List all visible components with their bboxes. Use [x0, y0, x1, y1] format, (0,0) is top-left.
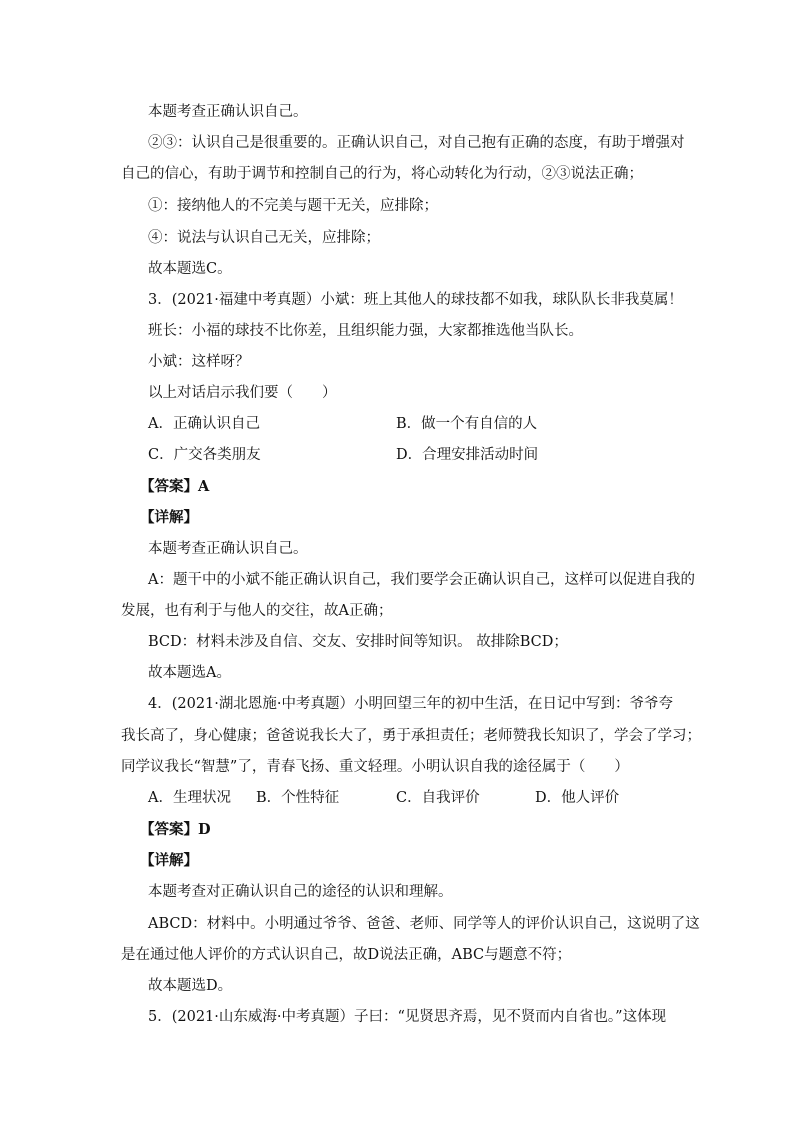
analysis-text: A：题干中的小斌不能正确认识自己，我们要学会正确认识自己，这样可以促进自我的: [148, 572, 695, 588]
analysis-text: 是在通过他人评价的方式认识自己，故D说法正确，ABC与题意不符；: [121, 947, 572, 963]
analysis-text: 本题考查正确认识自己。: [148, 541, 308, 557]
question-4-stem: 我长高了，身心健康；爸爸说我长大了，勇于承担责任；老师赞我长知识了，学会了学习；: [121, 728, 701, 744]
option-a: A．正确认识自己: [148, 416, 260, 432]
analysis-text: 发展，也有利于与他人的交往，故A正确；: [121, 603, 393, 619]
analysis-text: ②③：认识自己是很重要的。正确认识自己，对自己抱有正确的态度，有助于增强对: [148, 135, 685, 151]
option-a: A．生理状况: [148, 790, 231, 806]
question-3-stem: 3．(2021·福建中考真题）小斌：班上其他人的球技都不如我，球队队长非我莫属！: [148, 292, 683, 308]
option-d: D．合理安排活动时间: [396, 447, 539, 463]
question-3-prompt: 以上对话启示我们要（ ）: [148, 385, 337, 401]
option-d: D．他人评价: [535, 790, 620, 806]
question-5-stem: 5．(2021·山东威海·中考真题）子曰：“见贤思齐焉，见不贤而内自省也。”这体现: [148, 1009, 667, 1025]
analysis-text: 本题考查对正确认识自己的途径的认识和理解。: [148, 884, 453, 900]
answer-label: 【答案】D: [140, 821, 211, 838]
option-c: C．广交各类朋友: [148, 447, 261, 463]
answer-label: 【答案】A: [140, 478, 210, 495]
analysis-text: 自己的信心，有助于调节和控制自己的行为，将心动转化为行动，②③说法正确；: [121, 166, 643, 182]
question-3-stem: 小斌：这样呀？: [148, 354, 250, 370]
option-c: C．自我评价: [396, 790, 480, 806]
analysis-text: ABCD：材料中。小明通过爷爷、爸爸、老师、同学等人的评价认识自己，这说明了这: [148, 916, 700, 932]
conclusion-text: 故本题选D。: [148, 978, 233, 994]
conclusion-text: 故本题选C。: [148, 261, 232, 277]
analysis-text: ①：接纳他人的不完美与题干无关，应排除；: [148, 198, 438, 214]
analysis-text: 本题考查正确认识自己。: [148, 104, 308, 120]
explanation-label: 【详解】: [140, 509, 198, 526]
option-b: B．做一个有自信的人: [396, 416, 538, 432]
option-b: B．个性特征: [256, 790, 340, 806]
question-4-stem: 同学议我长“智慧”了，青春飞扬、重文轻理。小明认识自我的途径属于（ ）: [121, 759, 629, 775]
explanation-label: 【详解】: [140, 852, 198, 869]
question-4-stem: 4．(2021·湖北恩施·中考真题）小明回望三年的初中生活，在日记中写到：爷爷夸: [148, 696, 673, 712]
question-3-stem: 班长：小福的球技不比你差，且组织能力强，大家都推选他当队长。: [148, 323, 583, 339]
analysis-text: BCD：材料未涉及自信、交友、安排时间等知识。 故排除BCD；: [148, 634, 568, 650]
conclusion-text: 故本题选A。: [148, 665, 231, 681]
analysis-text: ④：说法与认识自己无关，应排除；: [148, 230, 380, 246]
